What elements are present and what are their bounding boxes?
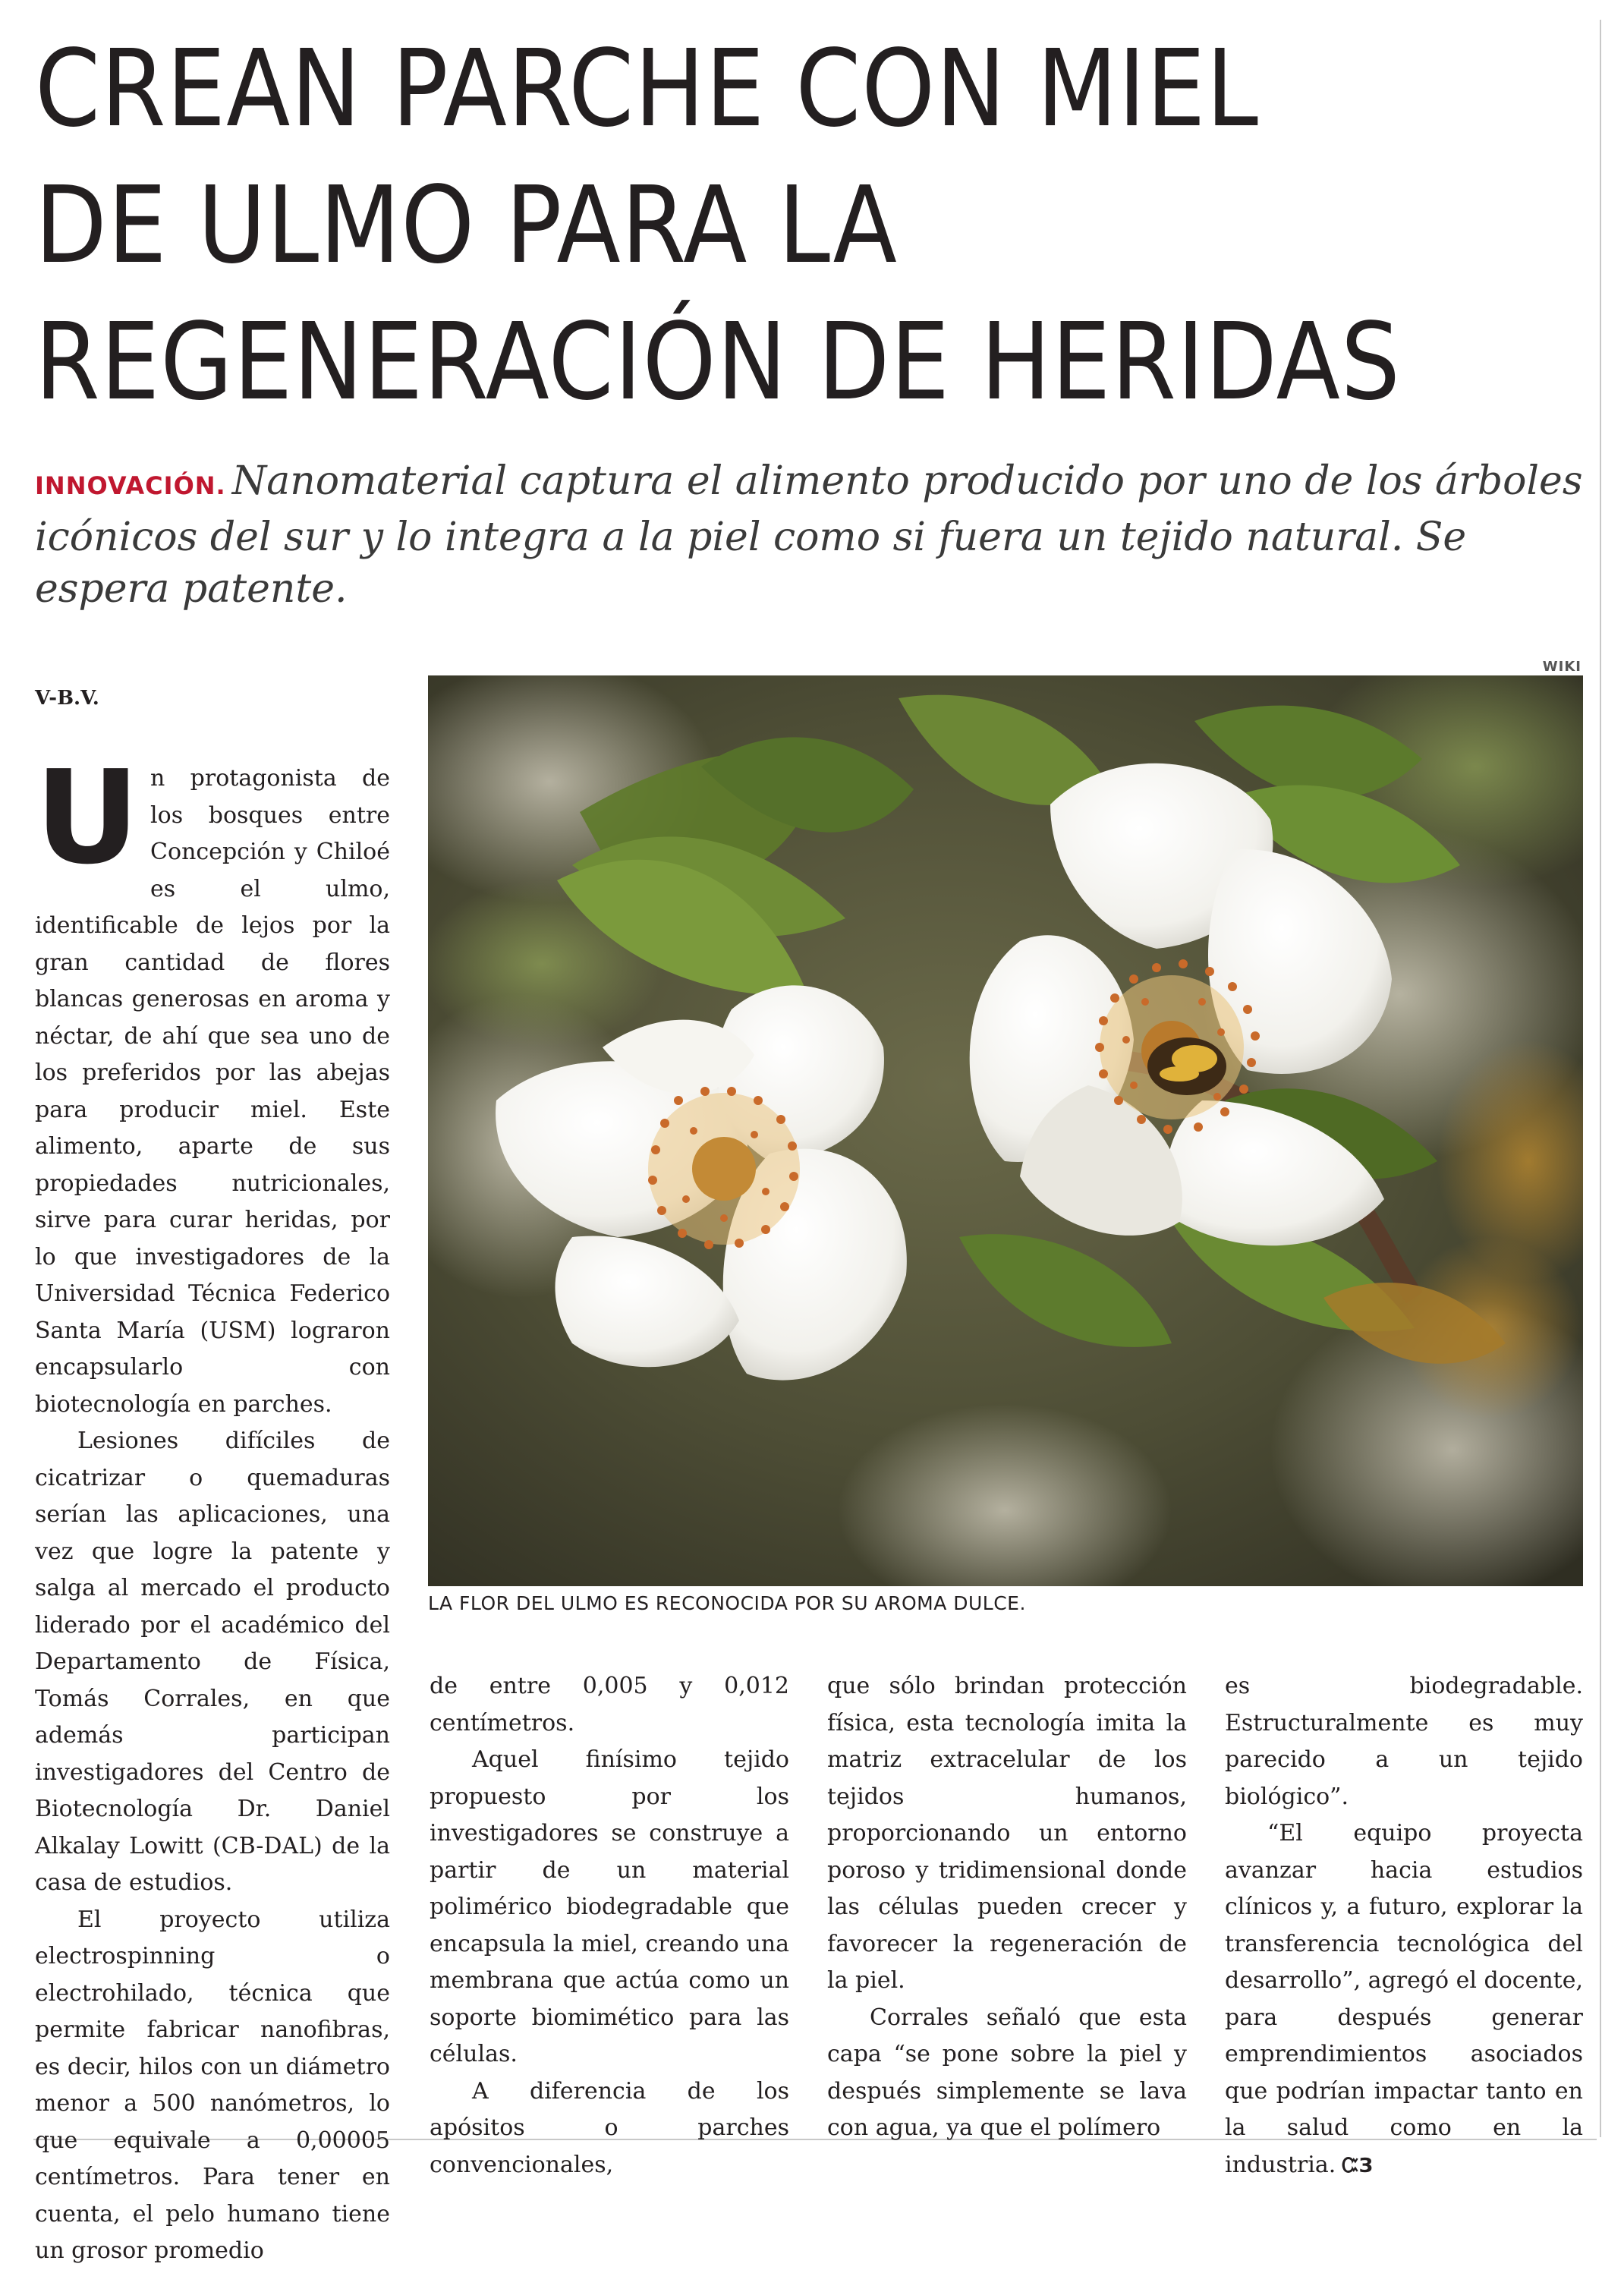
article-paragraph-1: Un protagonista de los bosques entre Concepción y Chiloé es el ulmo, identificable de lejos por la gran cantidad de flores blancas generosas en aroma y néctar, de ahí que sea uno de los preferidos por las abejas para producir miel. Este alimento, aparte de sus propiedades nutricionales, sirve para curar heridas, por lo que investigadores de la Universidad Técnica Federico Santa María (USM) lograron encapsularlo con biotecnología en parches. <box>35 743 390 1418</box>
article-column-2 <box>430 1668 789 2183</box>
article-paragraph-6-continued: es biodegradable. Estructuralmente es muy parecido a un tejido biológico”. <box>1225 1673 1583 1810</box>
article-paragraph-2: Lesiones difíciles de cicatrizar o quemaduras serían las aplicaciones, una vez que logre la patente y salga al mercado el producto liderado por el académico del Departamento de Física, Tomás Corrales, en que además participan investigadores del Centro de Biotecnología Dr. Daniel Alkalay Lowitt (CB-DAL) de la casa de estudios. <box>35 1428 390 1896</box>
headline-line-3: REGENERACIÓN DE HERIDAS <box>35 301 1401 424</box>
article-paragraph-5-continued: que sólo brindan protección física, esta tecnología imita la matriz extracelular de los tejidos humanos, proporcionando un entorno poroso y tridimensional donde las células pueden crecer y favorecer la regeneración de la piel. <box>827 1673 1187 1994</box>
byline: V-B.V. <box>35 687 99 710</box>
article-column-4 <box>1225 1668 1583 2184</box>
article-paragraph-5: A diferencia de los apósitos o parches convencionales, <box>430 2077 789 2178</box>
article-paragraph-3-continued: de entre 0,005 y 0,012 centímetros. <box>430 1673 789 1736</box>
drop-cap: U <box>35 743 140 893</box>
deck-text: Nanomaterial captura el alimento producido por uno de los árboles icónicos del sur y lo integra a la piel como si fuera un tejido natural. Se espera patente. <box>35 458 1583 612</box>
article-paragraph-7: “El equipo proyecta avanzar hacia estudios clínicos y, a futuro, explorar la transferencia tecnológica del desarrollo”, agregó el docente, para después generar emprendimientos asociados que podrían impactar tanto en la salud como en la industria. ᏨЗ <box>1225 1820 1584 2178</box>
headline <box>35 21 1404 431</box>
headline-line-2: DE ULMO PARA LA <box>35 164 898 288</box>
article-column-1 <box>35 743 390 2270</box>
end-mark-icon: ᏨЗ <box>1342 2154 1374 2177</box>
kicker-label: INNOVACIÓN. <box>35 471 226 500</box>
deck <box>35 455 1583 615</box>
article-paragraph-6: Corrales señaló que esta capa “se pone sobre la piel y después simplemente se lava con agua, ya que el polímero <box>827 2004 1187 2141</box>
photo-caption: LA FLOR DEL ULMO ES RECONOCIDA POR SU AROMA DULCE. <box>428 1592 1026 1614</box>
headline-line-1: CREAN PARCHE CON MIEL <box>35 27 1259 151</box>
column-rule-right <box>1600 20 1601 2137</box>
ulmo-flower-photo <box>428 675 1583 1586</box>
photo-credit: WIKI <box>1542 659 1582 675</box>
article-column-3 <box>827 1668 1187 2147</box>
article-paragraph-3: El proyecto utiliza electrospinning o electrohilado, técnica que permite fabricar nanofibras, es decir, hilos con un diámetro menor a 500 nanómetros, lo que equivale a 0,00005 centímetros. Para tener en cuenta, el pelo humano tiene un grosor promedio <box>35 1906 390 2264</box>
article-paragraph-4: Aquel finísimo tejido propuesto por los investigadores se construye a partir de un material polimérico biodegradable que encapsula la miel, creando una membrana que actúa como un soporte biomimético para las células. <box>430 1746 789 2067</box>
ulmo-flower-illustration <box>428 675 1583 1586</box>
